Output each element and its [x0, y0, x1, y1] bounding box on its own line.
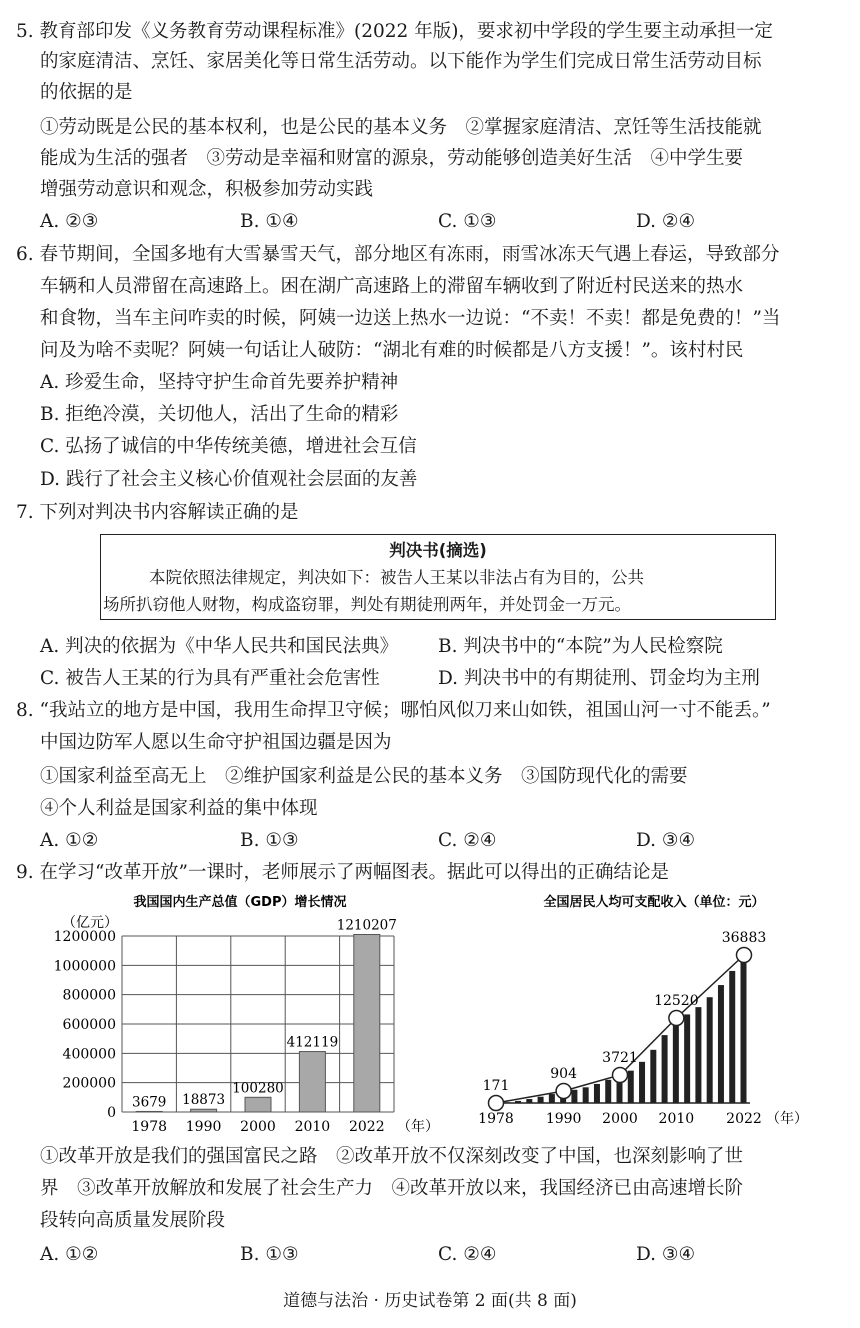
q7-stem: 7. 下列对判决书内容解读正确的是 — [16, 502, 299, 523]
x-tick-label: 1990 — [545, 1111, 582, 1127]
data-label: 100280 — [232, 1080, 284, 1097]
page-footer: 道德与法治 · 历史试卷第 2 面(共 8 面) — [283, 1291, 577, 1311]
q5-line: 增强劳动意识和观念，积极参加劳动实践 — [40, 179, 374, 200]
data-label: 3721 — [602, 1050, 638, 1066]
q6-line: 问及为啥不卖呢？阿姨一句话让人破防：“湖北有难的时候都是八方支援！”。该村村民 — [40, 340, 744, 361]
bar — [662, 1035, 668, 1103]
bar — [515, 1101, 521, 1103]
option-d[interactable]: D. ②④ — [636, 211, 696, 232]
bar — [639, 1062, 645, 1103]
option-c[interactable]: C. 被告人王某的行为具有严重社会危害性 — [40, 668, 380, 689]
option-a[interactable]: A. 判决的依据为《中华人民共和国民法典》 — [40, 636, 399, 657]
bar — [504, 1102, 510, 1103]
y-axis-label: （亿元） — [62, 915, 118, 931]
verdict-line: 场所扒窃他人财物，构成盗窃罪，判处有期徒刑两年，并处罚金一万元。 — [103, 595, 631, 614]
data-label: 904 — [550, 1066, 578, 1082]
q6-line: 6. 春节期间，全国多地有大雪暴雪天气，部分地区有冻雨，雨雪冰冻天气遇上春运，导致部分 — [16, 244, 780, 265]
y-tick-label: 1200000 — [53, 929, 116, 945]
chart-title: 我国国内生产总值（GDP）增长情况 — [133, 895, 347, 910]
option-a[interactable]: A. ①② — [40, 830, 99, 851]
x-tick-label: 1990 — [185, 1119, 222, 1135]
bar — [245, 1097, 271, 1112]
q9-line: 界 ③改革开放解放和发展了社会生产力 ④改革开放以来，我国经济已由高速增长阶 — [40, 1178, 744, 1199]
q9-stem: 9. 在学习“改革开放”一课时，老师展示了两幅图表。据此可以得出的正确结论是 — [16, 862, 669, 883]
y-tick-label: 200000 — [62, 1075, 116, 1092]
x-tick-label: 2000 — [240, 1119, 276, 1135]
q5-line: 的家庭清洁、烹饪、家居美化等日常生活劳动。以下能作为学生们完成日常生活劳动目标 — [40, 51, 762, 72]
data-point — [489, 1096, 504, 1111]
bar — [628, 1071, 634, 1103]
q6-line: 车辆和人员滞留在高速路上。困在湖广高速路上的滞留车辆收到了附近村民送来的热水 — [40, 276, 744, 297]
bar — [549, 1094, 555, 1103]
y-tick-label: 800000 — [62, 987, 116, 1004]
data-label: 3679 — [132, 1094, 167, 1111]
q7-options-row1 — [40, 632, 846, 662]
data-label: 18873 — [182, 1092, 226, 1109]
gdp-chart — [40, 886, 440, 1136]
bar — [526, 1099, 532, 1103]
chart-title: 全国居民人均可支配收入（单位：元） — [543, 895, 765, 910]
q9-options — [40, 1240, 846, 1270]
q8-line: 8. “我站立的地方是中国，我用生命捍卫守候；哪怕风似刀来山如铁，祖国山河一寸不能丢。” — [16, 700, 771, 721]
option-b[interactable]: B. ①③ — [240, 830, 299, 851]
x-tick-label: 2010 — [294, 1119, 331, 1135]
x-tick-label: 2022 — [348, 1119, 385, 1135]
q5-line: ①劳动既是公民的基本权利，也是公民的基本义务 ②掌握家庭清洁、烹饪等生活技能就 — [40, 117, 762, 138]
option-d[interactable]: D. ③④ — [636, 830, 696, 851]
data-label: 36883 — [721, 930, 767, 946]
data-label: 12520 — [654, 993, 699, 1009]
q9-line: 段转向高质量发展阶段 — [40, 1210, 226, 1231]
option-a[interactable]: A. 珍爱生命，坚持守护生命首先要养护精神 — [40, 372, 399, 393]
q8-line: ①国家利益至高无上 ②维护国家利益是公民的基本义务 ③国防现代化的需要 — [40, 766, 688, 787]
bar — [741, 955, 747, 1103]
y-tick-label: 400000 — [62, 1046, 116, 1063]
bar — [583, 1087, 589, 1103]
income-chart — [448, 886, 848, 1136]
bar — [695, 1007, 701, 1103]
x-tick-label: 2010 — [658, 1111, 695, 1127]
q5-line: 的依据的是 — [40, 82, 133, 103]
bar — [538, 1097, 544, 1103]
verdict-title: 判决书(摘选) — [389, 541, 487, 560]
x-tick-label: 2022 — [726, 1111, 762, 1127]
data-point — [669, 1011, 684, 1026]
bar — [136, 1111, 162, 1112]
bar — [684, 1014, 690, 1103]
option-c[interactable]: C. ②④ — [438, 830, 497, 851]
data-point — [556, 1084, 571, 1099]
option-c[interactable]: C. 弘扬了诚信的中华传统美德，增进社会互信 — [40, 436, 417, 457]
bar — [299, 1052, 325, 1112]
option-a[interactable]: A. ①② — [40, 1244, 99, 1265]
bar — [605, 1080, 611, 1103]
y-tick-label: 0 — [107, 1105, 116, 1121]
option-d[interactable]: D. ③④ — [636, 1244, 696, 1265]
option-d[interactable]: D. 判决书中的有期徒刑、罚金均为主刑 — [438, 668, 760, 689]
x-tick-label: 1978 — [131, 1119, 168, 1135]
q6-line: 和食物，当车主问咋卖的时候，阿姨一边送上热水一边说：“不卖！不卖！都是免费的！”当 — [40, 308, 781, 329]
q8-options — [40, 826, 846, 856]
x-tick-label: 2000 — [602, 1111, 638, 1127]
x-tick-label: 1978 — [478, 1111, 514, 1127]
bar — [191, 1109, 217, 1112]
bar — [354, 935, 380, 1112]
option-c[interactable]: C. ①③ — [438, 211, 497, 232]
option-b[interactable]: B. 判决书中的“本院”为人民检察院 — [438, 636, 723, 657]
bar — [594, 1084, 600, 1103]
q5-line: 5. 教育部印发《义务教育劳动课程标准》(2022 年版)，要求初中学段的学生要主动承担一定 — [16, 21, 773, 42]
verdict-line: 本院依照法律规定，判决如下：被告人王某以非法占有为目的，公共 — [149, 568, 644, 587]
data-label: 1210207 — [336, 917, 397, 934]
data-point — [737, 948, 752, 963]
bar — [673, 1018, 679, 1103]
q8-line: ④个人利益是国家利益的集中体现 — [40, 798, 318, 819]
y-tick-label: 1000000 — [53, 958, 116, 975]
option-c[interactable]: C. ②④ — [438, 1244, 497, 1265]
q7-options-row2 — [40, 664, 846, 694]
data-label: 171 — [482, 1078, 510, 1094]
q8-line: 中国边防军人愿以生命守护祖国边疆是因为 — [40, 732, 392, 753]
option-b[interactable]: B. 拒绝冷漠，关切他人，活出了生命的精彩 — [40, 404, 399, 425]
q9-line: ①改革开放是我们的强国富民之路 ②改革开放不仅深刻改变了中国，也深刻影响了世 — [40, 1146, 744, 1167]
data-point — [613, 1068, 628, 1083]
bar — [729, 971, 735, 1103]
bar — [718, 985, 724, 1103]
q5-line: 能成为生活的强者 ③劳动是幸福和财富的源泉，劳动能够创造美好生活 ④中学生要 — [40, 148, 744, 169]
data-label: 412119 — [286, 1034, 339, 1051]
q5-options — [40, 207, 846, 237]
x-axis-label: （年） — [397, 1119, 439, 1135]
verdict-box — [100, 534, 776, 620]
option-b[interactable]: B. ①④ — [240, 211, 299, 232]
bar — [571, 1090, 577, 1103]
option-b[interactable]: B. ①③ — [240, 1244, 299, 1265]
x-axis-label: （年） — [766, 1111, 808, 1127]
bar — [650, 1050, 656, 1103]
option-a[interactable]: A. ②③ — [40, 211, 99, 232]
y-tick-label: 600000 — [62, 1017, 116, 1033]
bar — [707, 997, 713, 1103]
option-d[interactable]: D. 践行了社会主义核心价值观社会层面的友善 — [40, 469, 418, 490]
